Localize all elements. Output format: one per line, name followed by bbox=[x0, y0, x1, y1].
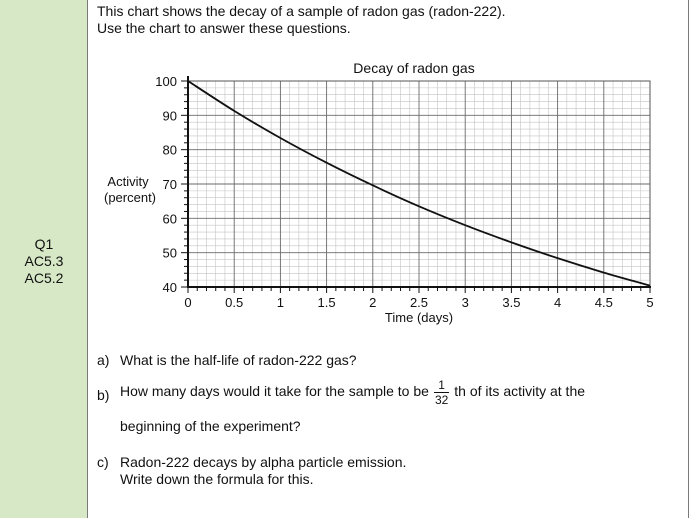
y-tick-label: 60 bbox=[162, 211, 177, 227]
fraction-numerator: 1 bbox=[434, 378, 449, 393]
question-b-text-after: th of its activity at the bbox=[454, 383, 586, 400]
question-a-letter: a) bbox=[97, 352, 110, 368]
fraction bbox=[434, 378, 449, 407]
question-b-letter: b) bbox=[97, 387, 110, 403]
question-b-line-1 bbox=[120, 378, 585, 407]
y-tick-label: 90 bbox=[162, 108, 177, 124]
x-tick-label: 4 bbox=[553, 295, 562, 310]
y-axis-label-line-2: (percent) bbox=[103, 190, 157, 205]
x-tick-label: 5 bbox=[646, 295, 654, 310]
criterion-1: AC5.3 bbox=[24, 253, 64, 269]
question-label-column bbox=[0, 0, 88, 518]
x-tick-label: 1 bbox=[276, 295, 285, 310]
question-c-letter: c) bbox=[97, 454, 109, 470]
chart-title: Decay of radon gas bbox=[353, 60, 475, 76]
x-tick-label: 0 bbox=[184, 295, 192, 310]
x-tick-label: 4.5 bbox=[594, 295, 613, 310]
criterion-2: AC5.2 bbox=[24, 270, 64, 286]
x-tick-label: 3.5 bbox=[502, 295, 521, 310]
x-tick-label: 0.5 bbox=[225, 295, 244, 310]
x-axis-label: Time (days) bbox=[384, 310, 454, 325]
fraction-denominator: 32 bbox=[434, 393, 449, 407]
intro-text bbox=[97, 3, 506, 37]
question-b-line-2: beginning of the experiment? bbox=[120, 418, 301, 434]
question-label bbox=[0, 236, 88, 287]
x-tick-label: 2.5 bbox=[409, 295, 429, 310]
y-tick-label: 40 bbox=[162, 280, 177, 295]
intro-line-2: Use the chart to answer these questions. bbox=[97, 20, 351, 36]
y-tick-label: 50 bbox=[162, 245, 177, 261]
y-tick-label: 80 bbox=[162, 142, 177, 158]
question-c-line-1: Radon-222 decays by alpha particle emission. bbox=[120, 454, 407, 470]
question-number: Q1 bbox=[34, 236, 54, 252]
table-border-right bbox=[688, 0, 689, 518]
decay-chart bbox=[90, 56, 680, 340]
intro-line-1: This chart shows the decay of a sample of radon gas (radon-222). bbox=[97, 3, 506, 19]
question-b-text-before: How many days would it take for the sample to be bbox=[120, 383, 429, 400]
x-tick-label: 2 bbox=[369, 295, 377, 310]
y-axis-label-line-1: Activity bbox=[107, 174, 149, 189]
x-tick-label: 3 bbox=[461, 295, 469, 310]
y-tick-label: 100 bbox=[155, 74, 177, 89]
question-a-text: What is the half-life of radon-222 gas? bbox=[120, 352, 357, 368]
x-tick-label: 1.5 bbox=[317, 295, 336, 310]
question-c-line-2: Write down the formula for this. bbox=[120, 471, 314, 487]
y-tick-label: 70 bbox=[162, 177, 177, 192]
